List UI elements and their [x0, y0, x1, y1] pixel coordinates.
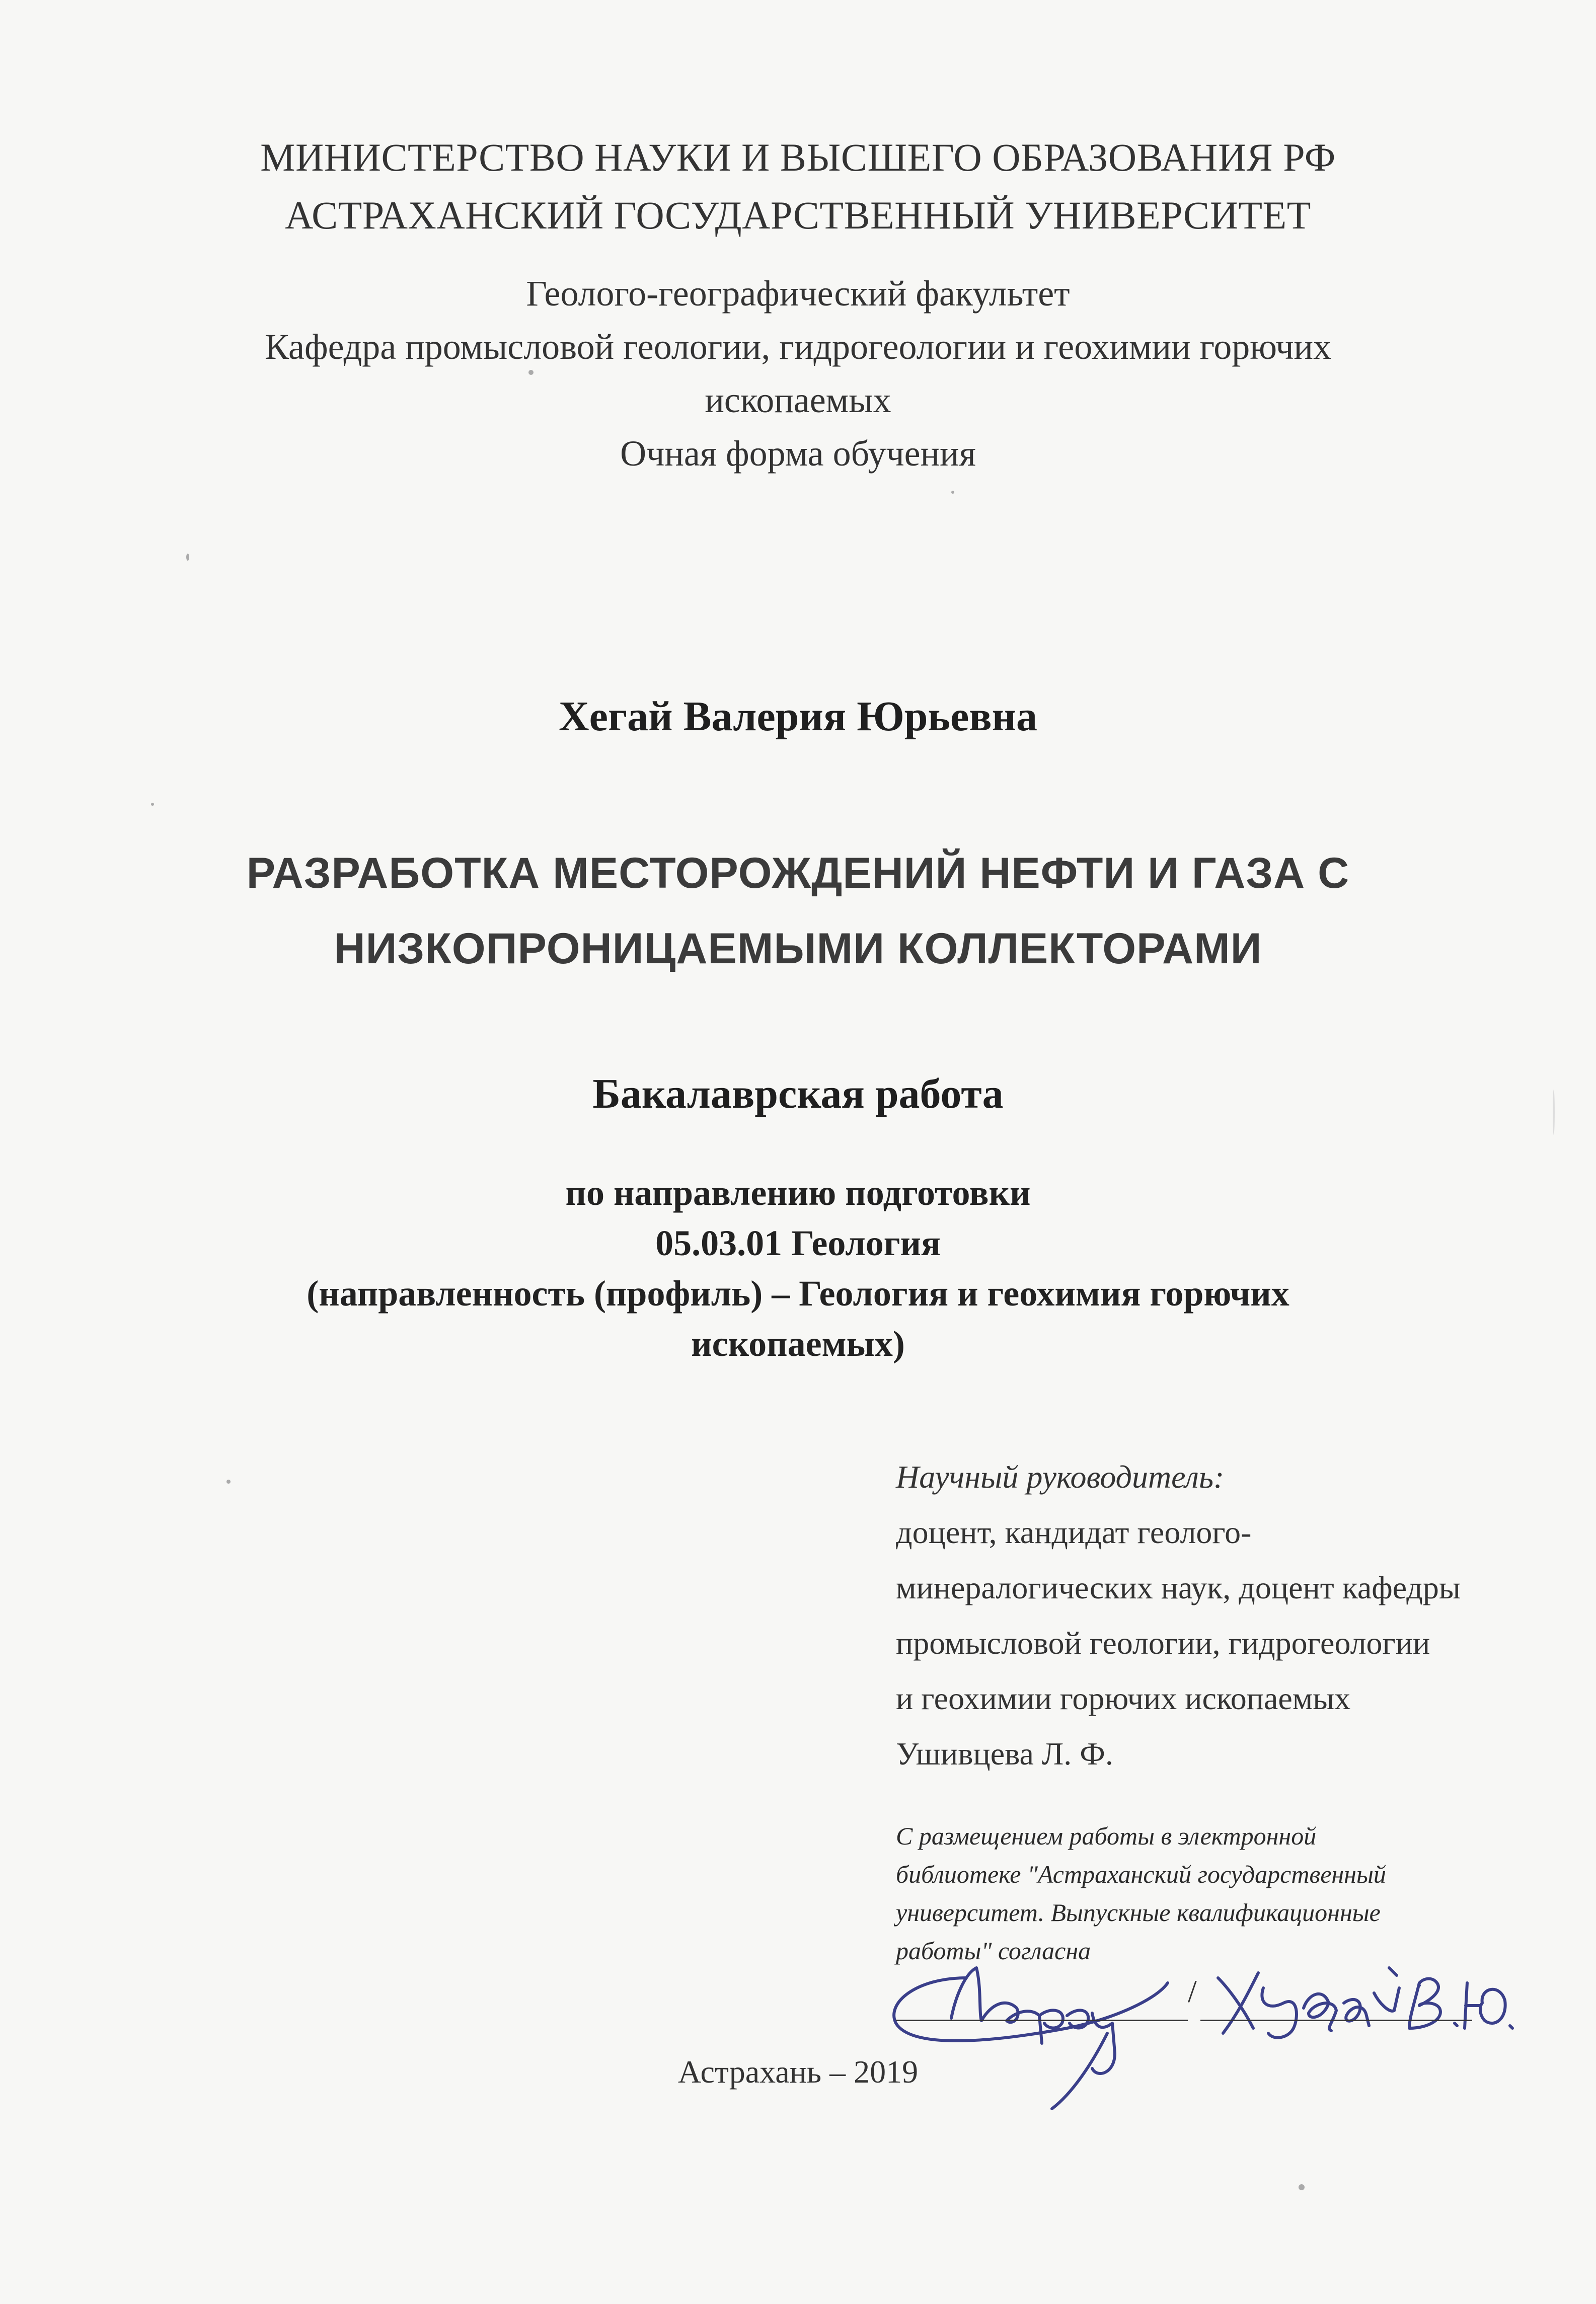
faculty-name: Геолого-географический факультет — [526, 273, 1070, 314]
scan-speck — [1299, 2184, 1305, 2190]
consent-line4: работы" согласна — [896, 1937, 1091, 1965]
city-year: Астрахань – 2019 — [677, 2054, 919, 2090]
thesis-title-line1: РАЗРАБОТКА МЕСТОРОЖДЕНИЙ НЕФТИ И ГАЗА С — [246, 849, 1350, 897]
consent-line2: библиотеке "Астраханский государственный — [896, 1860, 1386, 1888]
university-name: АСТРАХАНСКИЙ ГОСУДАРСТВЕННЫЙ УНИВЕРСИТЕТ — [285, 193, 1311, 237]
scan-edge-mark — [1553, 1090, 1555, 1135]
consent-line3: университет. Выпускные квалификационные — [896, 1898, 1381, 1927]
author-name: Хегай Валерия Юрьевна — [559, 693, 1037, 740]
signature-line-left — [896, 2020, 1188, 2021]
work-type: Бакалаврская работа — [592, 1070, 1004, 1117]
consent-line1: С размещением работы в электронной — [896, 1822, 1317, 1850]
supervisor-line2: минералогических наук, доцент кафедры — [896, 1570, 1461, 1605]
supervisor-line4: и геохимии горючих ископаемых — [896, 1680, 1351, 1716]
scan-speck — [951, 491, 954, 494]
thesis-title — [0, 835, 1596, 986]
supervisor-line3: промысловой геологии, гидрогеологии — [896, 1625, 1430, 1661]
signature-separator: / — [1188, 1973, 1197, 2009]
scan-speck — [528, 370, 534, 375]
direction-line2: 05.03.01 Геология — [655, 1223, 941, 1263]
supervisor-label: Научный руководитель: — [896, 1459, 1225, 1495]
direction-line3: (направленность (профиль) – Геология и геохимия горючих — [307, 1273, 1289, 1314]
department-name-line1: Кафедра промысловой геологии, гидрогеологии и геохимии горючих — [264, 327, 1332, 367]
header-ministry-block — [0, 128, 1596, 244]
supervisor-block — [896, 1449, 1550, 1782]
supervisor-line1: доцент, кандидат геолого- — [896, 1514, 1252, 1550]
study-direction — [0, 1168, 1596, 1369]
signature-line-right — [1200, 2020, 1472, 2021]
scan-speck — [186, 554, 189, 561]
study-form: Очная форма обучения — [620, 433, 976, 474]
header-faculty-block — [0, 267, 1596, 480]
supervisor-name: Ушивцева Л. Ф. — [896, 1736, 1113, 1772]
direction-line4: ископаемых) — [691, 1324, 905, 1364]
thesis-title-line2: НИЗКОПРОНИЦАЕМЫМИ КОЛЛЕКТОРАМИ — [334, 925, 1262, 973]
scan-speck — [226, 1480, 231, 1484]
ministry-name: МИНИСТЕРСТВО НАУКИ И ВЫСШЕГО ОБРАЗОВАНИЯ РФ — [260, 135, 1336, 179]
scan-speck — [151, 803, 154, 806]
department-name-line2: ископаемых — [705, 380, 891, 420]
direction-line1: по направлению подготовки — [565, 1173, 1031, 1213]
